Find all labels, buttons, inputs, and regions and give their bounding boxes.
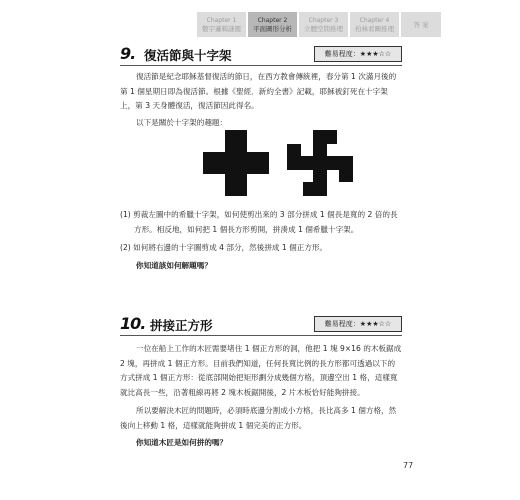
- section-title: 拼接正方形: [150, 318, 213, 333]
- tab-chapter-name: 立體空間推理: [304, 24, 343, 33]
- tab-chapter-3[interactable]: [299, 12, 348, 37]
- page-number: 77: [403, 461, 414, 470]
- body-paragraph-1: 一位在船上工作的木匠需要堵住 1 個正方形的洞，他把 1 塊 9×16 的木板鋸成 2 塊，再拼成 1 個正方形。目前我們知道，任何長寬比例的長方形都可透過以下的方式拼成 1 個正方形：從底部開始把矩形劃分成幾個方格，頂邊空出 1 格，這樣寬就比高長一些，沿著粗線再將 2 塊木板鋸開後，2 片木板恰好能夠拼接。: [120, 344, 402, 397]
- greek-cross-shape: [203, 130, 269, 196]
- lead-text: 以下是關於十字架的趣題：: [136, 117, 228, 127]
- section-number: 10.: [120, 314, 146, 333]
- section-10: [120, 314, 402, 336]
- question-prompt: 你知道該如何解題嗎？: [136, 260, 212, 270]
- section-9-body: [120, 70, 402, 130]
- section-9: [120, 44, 402, 66]
- section-9-questions: [120, 208, 402, 271]
- tab-chapter-label: Chapter 3: [308, 16, 339, 24]
- body-paragraph-2: 所以要解決木匠的問題時，必須時底邊分割成小方格，長比高多 1 個方格，然後向上移動 1 格，這樣就能夠拼成 1 個完美的正方形。: [120, 406, 397, 430]
- question-1: (1) 剪裁左圖中的希臘十字架，如何使剪出來的 3 部分拼成 1 個長是寬的 2 倍的長方形。相反地，如何把 1 個長方形剪開，拼湊成 1 個希臘十字架。: [120, 210, 398, 234]
- header-rule: [120, 65, 402, 66]
- tab-chapter-1[interactable]: [197, 12, 246, 37]
- tab-chapter-name: 數字邏輯謎題: [202, 24, 241, 33]
- tab-chapter-label: Chapter 2: [257, 16, 288, 24]
- tab-chapter-4[interactable]: [350, 12, 399, 37]
- tab-answers[interactable]: [401, 12, 441, 37]
- tab-chapter-label: Chapter 4: [359, 16, 390, 24]
- tab-chapter-label: Chapter 1: [206, 16, 237, 24]
- section-header: [120, 314, 402, 336]
- chapter-tabs: [197, 12, 441, 37]
- difficulty-badge: 難易程度：★★★☆☆: [314, 316, 402, 332]
- greek-cross-figure: [203, 130, 269, 196]
- intro-paragraph: 復活節是紀念耶穌基督復活的節日，在西方教會傳統裡，春分第 1 次滿月後的第 1 個星期日即為復活節。根據《聖經．新約全書》記載，耶穌被釘死在十字架上，第 3 天身體復活，復活節因此得名。: [120, 72, 397, 110]
- question-2: (2) 如何將右邊的十字圖剪成 4 部分，然後拼成 1 個正方形。: [120, 243, 328, 252]
- question-prompt: 你知道木匠是如何拼的嗎？: [136, 438, 228, 447]
- section-number: 9.: [120, 44, 136, 63]
- difficulty-badge: 難易程度：★★★☆☆: [314, 46, 402, 62]
- tab-chapter-name: 答 案: [413, 20, 429, 29]
- section-10-body: [120, 342, 402, 448]
- pinwheel-cross-shape: [287, 130, 353, 196]
- section-title: 復活節與十字架: [144, 48, 232, 63]
- pinwheel-cross-figure: [287, 130, 353, 196]
- tab-chapter-name: 柏林看圖推理: [355, 24, 394, 33]
- tab-chapter-name: 平面圖形分析: [253, 24, 292, 33]
- tab-chapter-2[interactable]: [248, 12, 297, 37]
- section-header: [120, 44, 402, 66]
- header-rule: [120, 335, 402, 336]
